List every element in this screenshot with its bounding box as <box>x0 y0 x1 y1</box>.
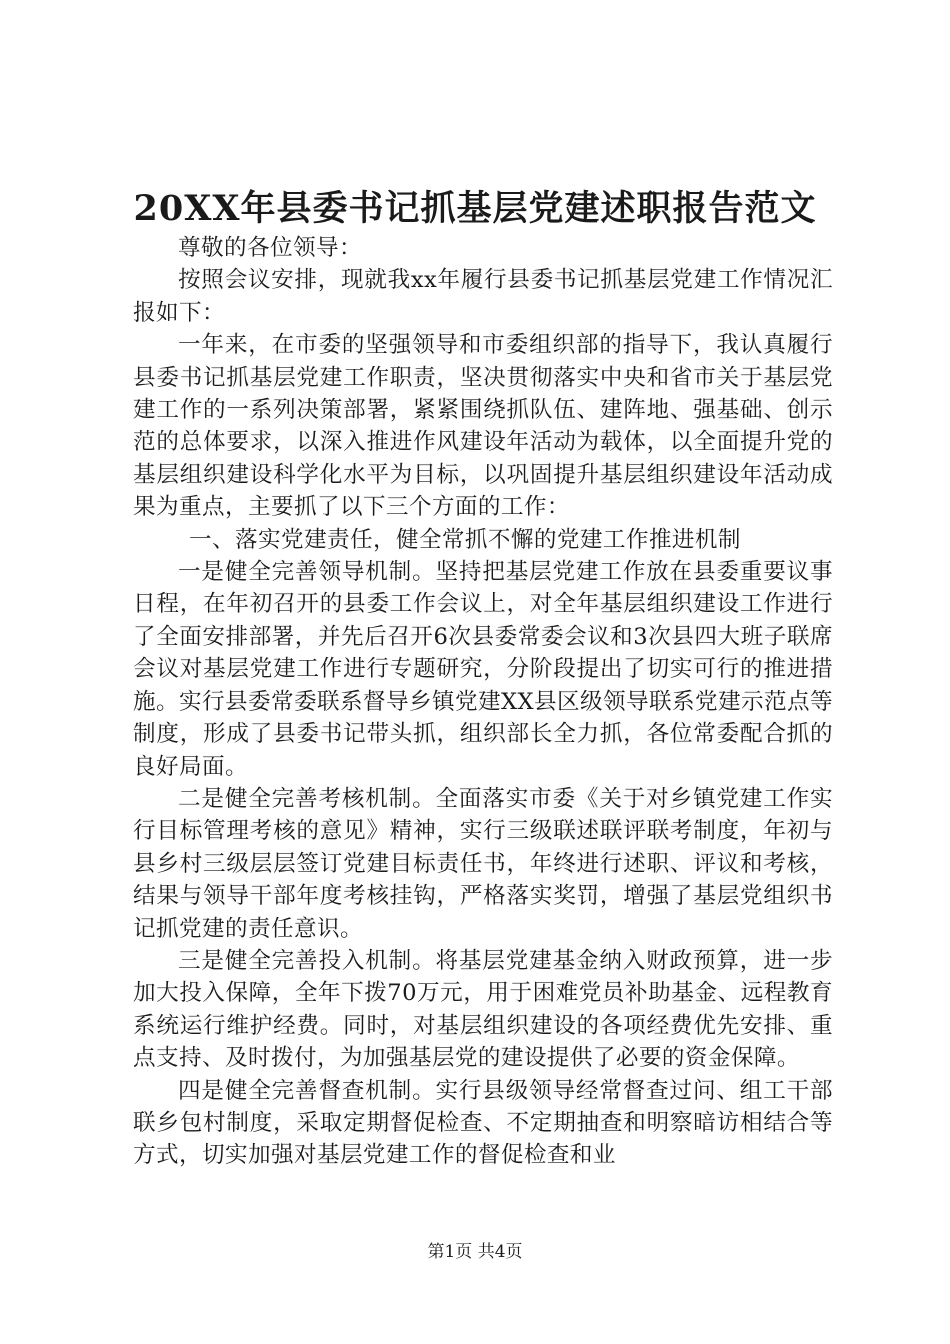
paragraph-assessment: 二是健全完善考核机制。全面落实市委《关于对乡镇党建工作实行目标管理考核的意见》精神，实行三级联述联评联考制度，年初与县乡村三级层层签订党建目标责任书，年终进行述职、评议和考核，结果与领导干部年度考核挂钩，严格落实奖罚，增强了基层党组织书记抓党建的责任意识。 <box>133 785 833 942</box>
page-number: 第1页 共4页 <box>427 1242 523 1262</box>
paragraph-intro: 按照会议安排，现就我xx年履行县委书记抓基层党建工作情况汇报如下： <box>133 267 833 326</box>
paragraph-investment: 三是健全完善投入机制。将基层党建基金纳入财政预算，进一步加大投入保障，全年下拨70万元，用于困难党员补助基金、远程教育系统运行维护经费。同时，对基层组织建设的各项经费优先安排、重点支持、及时拨付，为加强基层党的建设提供了必要的资金保障。 <box>133 947 833 1072</box>
document-title: 20XX年县委书记抓基层党建述职报告范文 <box>133 188 817 229</box>
document-body <box>133 232 833 1172</box>
paragraph-supervision: 四是健全完善督查机制。实行县级领导经常督查过问、组工干部联乡包村制度，采取定期督促检查、不定期抽查和明察暗访相结合等方式，切实加强对基层党建工作的督促检查和业 <box>133 1077 833 1169</box>
section-heading: 一、落实党建责任，健全常抓不懈的党建工作推进机制 <box>189 526 741 553</box>
paragraph-overview: 一年来，在市委的坚强领导和市委组织部的指导下，我认真履行县委书记抓基层党建工作职责，坚决贯彻落实中央和省市关于基层党建工作的一系列决策部署，紧紧围绕抓队伍、建阵地、强基础、创示范的总体要求，以深入推进作风建设年活动为载体，以全面提升党的基层组织建设科学化水平为目标，以巩固提升基层组织建设年活动成果为重点，主要抓了以下三个方面的工作： <box>133 332 833 521</box>
salutation: 尊敬的各位领导： <box>178 235 362 261</box>
paragraph-leadership: 一是健全完善领导机制。坚持把基层党建工作放在县委重要议事日程，在年初召开的县委工作会议上，对全年基层组织建设工作进行了全面安排部署，并先后召开6次县委常委会议和3次县四大班子联席会议对基层党建工作进行专题研究，分阶段提出了切实可行的推进措施。实行县委常委联系督导乡镇党建XX县区级领导联系党建示范点等制度，形成了县委书记带头抓，组织部长全力抓，各位常委配合抓的良好局面。 <box>133 559 833 780</box>
